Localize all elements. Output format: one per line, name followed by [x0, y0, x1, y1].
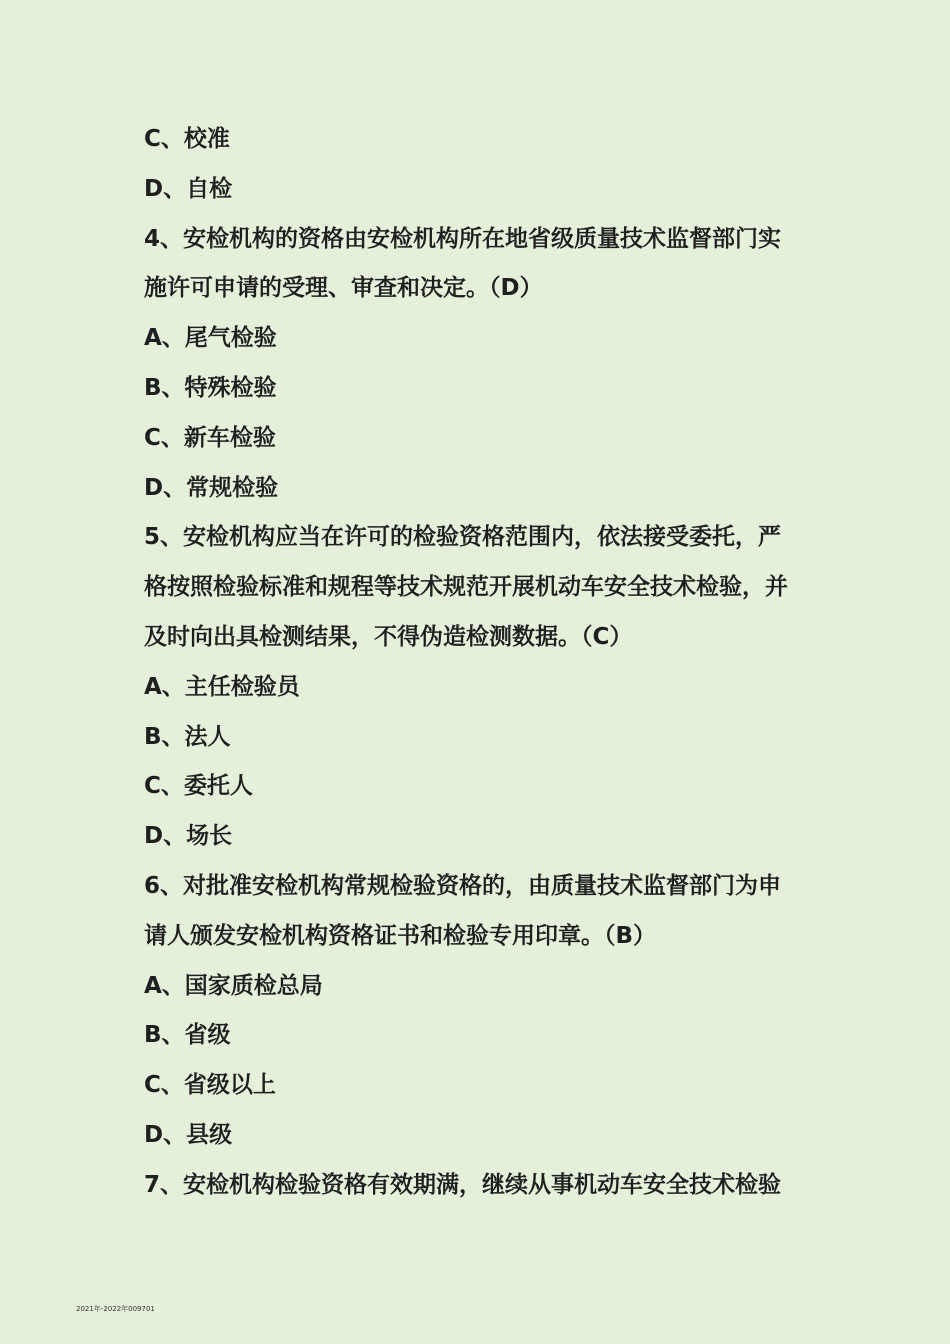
question-4-option-b: B、特殊检验 [144, 374, 277, 401]
question-6-option-a: A、国家质检总局 [144, 972, 323, 999]
question-6-line-2: 请人颁发安检机构资格证书和检验专用印章。（B） [144, 922, 657, 949]
question-4-option-c: C、新车检验 [144, 424, 276, 451]
question-5-line-2: 格按照检验标准和规程等技术规范开展机动车安全技术检验，并 [144, 574, 788, 601]
question-4-option-d: D、常规检验 [144, 474, 279, 501]
question-content [144, 115, 824, 1211]
question-4-option-a: A、尾气检验 [144, 325, 277, 352]
question-6-option-d: D、县级 [144, 1121, 233, 1148]
question-5-option-c: C、委托人 [144, 773, 253, 800]
question-5-option-a: A、主任检验员 [144, 673, 300, 700]
question-5-option-b: B、法人 [144, 723, 231, 750]
question-5-option-d: D、场长 [144, 823, 233, 850]
option-d-self-check: D、自检 [144, 175, 233, 202]
question-6-option-c: C、省级以上 [144, 1072, 276, 1099]
page-footer: 2021年-2022年009701 [76, 1305, 155, 1313]
question-6-line-1: 6、对批准安检机构常规检验资格的，由质量技术监督部门为申 [144, 872, 782, 899]
question-5-line-3: 及时向出具检测结果，不得伪造检测数据。（C） [144, 623, 633, 650]
option-c-calibration: C、校准 [144, 126, 230, 152]
question-4-line-1: 4、安检机构的资格由安检机构所在地省级质量技术监督部门实 [144, 225, 782, 252]
question-5-line-1: 5、安检机构应当在许可的检验资格范围内，依法接受委托，严 [144, 524, 782, 551]
question-7-line-1: 7、安检机构检验资格有效期满，继续从事机动车安全技术检验 [144, 1171, 782, 1198]
question-6-option-b: B、省级 [144, 1022, 231, 1049]
question-4-line-2: 施许可申请的受理、审查和决定。（D） [144, 275, 543, 302]
